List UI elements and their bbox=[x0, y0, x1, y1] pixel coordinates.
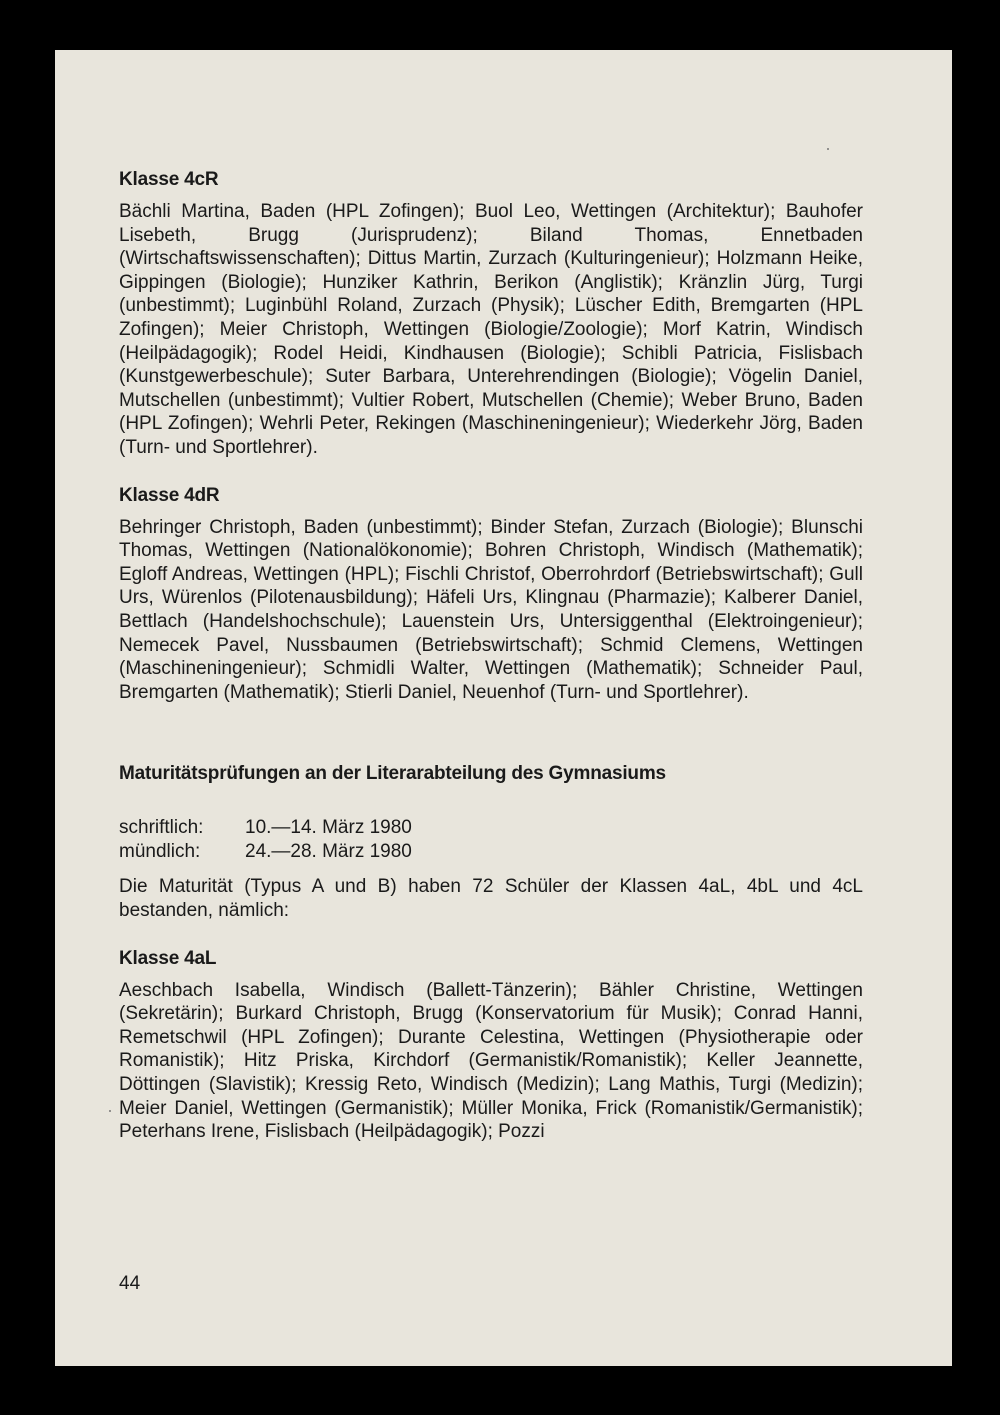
page-content bbox=[119, 168, 863, 1168]
section-klasse-4cR bbox=[119, 168, 863, 460]
page-number: 44 bbox=[119, 1273, 141, 1294]
klasse-4cR-text: Bächli Martina, Baden (HPL Zofingen); Buol Leo, Wettingen (Architektur); Bauhofer Lisebeth, Brugg (Jurisprudenz); Biland Thomas, Ennetbaden (Wirtschaftswissenschaften); Dittus Martin, Zurzach (Kulturingenieur); Holzmann Heike, Gippingen (Biologie); Hunziker Kathrin, Berikon (Anglistik); Kränzlin Jürg, Turgi (unbestimmt); Luginbühl Roland, Zurzach (Physik); Lüscher Edith, Bremgarten (HPL Zofingen); Meier Christoph, Wettingen (Biologie/Zoologie); Morf Katrin, Windisch (Heilpädagogik); Rodel Heidi, Kindhausen (Biologie); Schibli Patricia, Fislisbach (Kunstgewerbeschule); Suter Barbara, Unterehrendingen (Biologie); Vögelin Daniel, Mutschellen (unbestimmt); Vultier Robert, Mutschellen (Chemie); Weber Bruno, Baden (HPL Zofingen); Wehrli Peter, Rekingen (Maschineningenieur); Wiederkehr Jörg, Baden (Turn- und Sportlehrer). bbox=[119, 201, 863, 458]
klasse-4aL-heading: Klasse 4aL bbox=[119, 947, 217, 969]
klasse-4cR-heading: Klasse 4cR bbox=[119, 169, 219, 190]
klasse-4dR-text: Behringer Christoph, Baden (unbestimmt); Binder Stefan, Zurzach (Biologie); Blunschi Thomas, Wettingen (Nationalökonomie); Bohren Christoph, Windisch (Mathematik); Egloff Andreas, Wettingen (HPL); Fischli Christof, Oberrohrdorf (Betriebswirtschaft); Gull Urs, Würenlos (Pilotenausbildung); Häfeli Urs, Klingnau (Pharmazie); Kalberer Daniel, Bettlach (Handelshochschule); Lauenstein Urs, Untersiggenthal (Elektroingenieur); Nemecek Pavel, Nussbaumen (Betriebswirtschaft); Schmid Clemens, Wettingen (Maschineningenieur); Schmidli Walter, Wettingen (Mathematik); Schneider Paul, Bremgarten (Mathematik); Stierli Daniel, Neuenhof (Turn- und Sportlehrer). bbox=[119, 516, 863, 703]
section-klasse-4dR bbox=[119, 484, 863, 705]
muendlich-value: 24.—28. März 1980 bbox=[245, 840, 412, 862]
schriftlich-value: 10.—14. März 1980 bbox=[245, 817, 412, 839]
schriftlich-label: schriftlich: bbox=[119, 817, 204, 839]
section-klasse-4aL bbox=[119, 947, 863, 1144]
date-row-muendlich bbox=[119, 840, 863, 864]
klasse-4aL-text: Aeschbach Isabella, Windisch (Ballett-Tänzerin); Bähler Christine, Wettingen (Sekretärin); Burkard Christoph, Brugg (Konservatorium für Musik); Conrad Hanni, Remetschwil (HPL Zofingen); Durante Celestina, Wettingen (Physiotherapie oder Romanistik); Hitz Priska, Kirchdorf (Germanistik/Romanistik); Keller Jeannette, Döttingen (Slavistik); Kressig Reto, Windisch (Medizin); Lang Mathis, Turgi (Medizin); Meier Daniel, Wettingen (Germanistik); Müller Monika, Frick (Romanistik/Germanistik); Peterhans Irene, Fislisbach (Heilpädagogik); Pozzi bbox=[119, 979, 863, 1143]
paper-speck bbox=[827, 148, 829, 150]
maturitaet-intro: Die Maturität (Typus A und B) haben 72 Schüler der Klassen 4aL, 4bL und 4cL bestanden, nämlich: bbox=[119, 876, 863, 922]
maturitaet-title: Maturitätsprüfungen an der Literarabteilung des Gymnasiums bbox=[119, 763, 666, 785]
paper-speck bbox=[109, 1110, 111, 1112]
klasse-4dR-heading: Klasse 4dR bbox=[119, 484, 220, 506]
exam-dates bbox=[119, 816, 863, 863]
muendlich-label: mündlich: bbox=[119, 840, 201, 862]
date-row-schriftlich bbox=[119, 816, 863, 840]
document-page bbox=[55, 50, 952, 1366]
